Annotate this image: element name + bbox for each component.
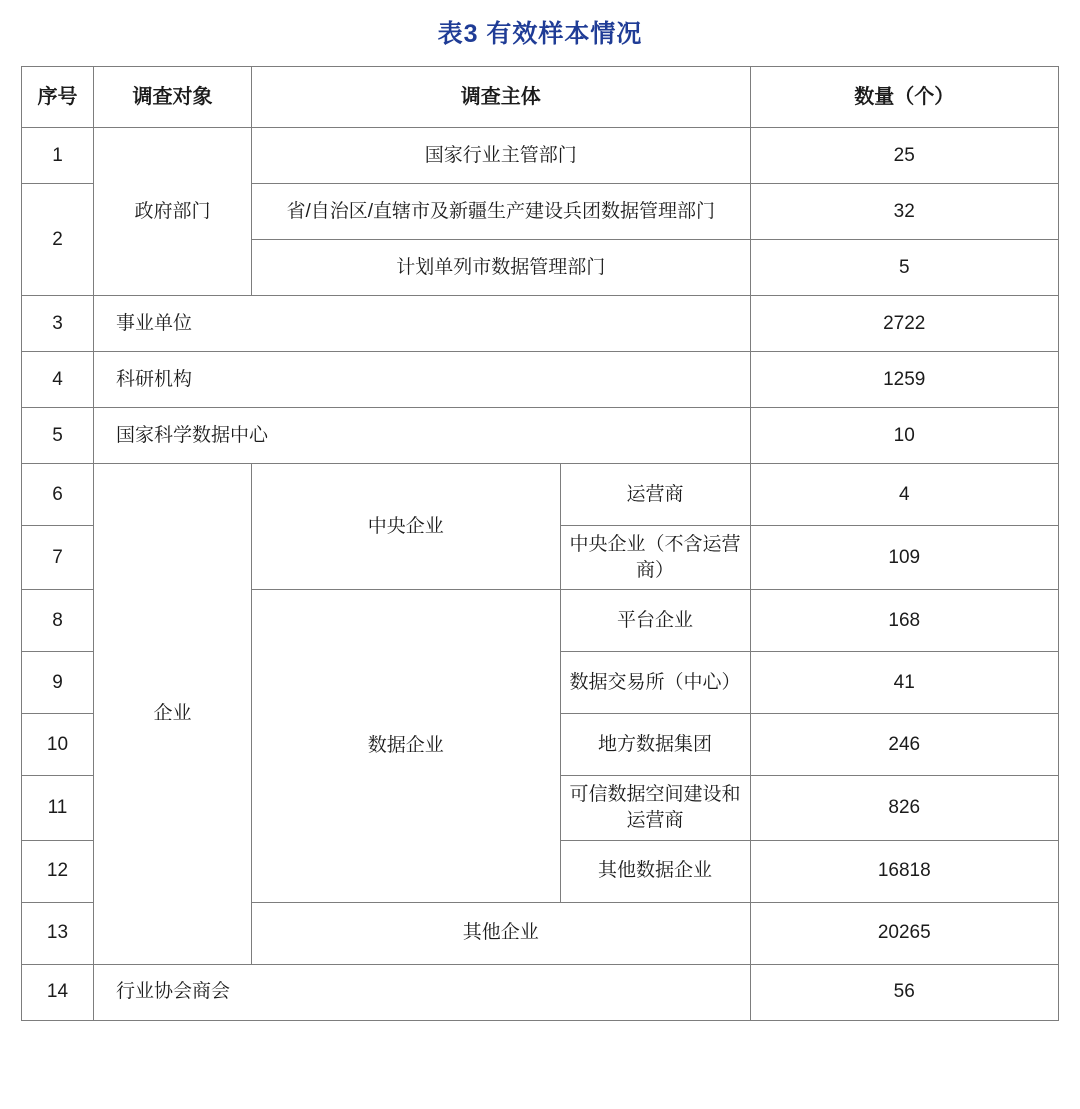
header-subject: 调查主体	[252, 67, 751, 128]
table-body	[22, 128, 1059, 1021]
cell-seq: 2	[22, 184, 94, 296]
cell-object-research: 科研机构	[94, 352, 751, 408]
cell-subject: 运营商	[560, 464, 750, 526]
cell-subject-group-data: 数据企业	[252, 590, 561, 902]
cell-subject: 平台企业	[560, 590, 750, 652]
cell-seq: 12	[22, 840, 94, 902]
cell-seq: 3	[22, 296, 94, 352]
cell-subject: 计划单列市数据管理部门	[252, 240, 751, 296]
cell-subject: 其他企业	[252, 902, 751, 964]
cell-count: 826	[750, 776, 1059, 840]
cell-seq: 4	[22, 352, 94, 408]
cell-subject: 国家行业主管部门	[252, 128, 751, 184]
table-row	[22, 408, 1059, 464]
cell-object-association: 行业协会商会	[94, 964, 751, 1020]
cell-object-government: 政府部门	[94, 128, 252, 296]
cell-seq: 1	[22, 128, 94, 184]
cell-seq: 7	[22, 526, 94, 590]
cell-count: 4	[750, 464, 1059, 526]
cell-count: 32	[750, 184, 1059, 240]
cell-seq: 9	[22, 652, 94, 714]
header-count: 数量（个）	[750, 67, 1059, 128]
cell-count: 5	[750, 240, 1059, 296]
cell-subject: 省/自治区/直辖市及新疆生产建设兵团数据管理部门	[252, 184, 751, 240]
cell-seq: 14	[22, 964, 94, 1020]
cell-count: 1259	[750, 352, 1059, 408]
cell-seq: 11	[22, 776, 94, 840]
cell-subject: 其他数据企业	[560, 840, 750, 902]
table-row	[22, 128, 1059, 184]
cell-count: 20265	[750, 902, 1059, 964]
cell-count: 246	[750, 714, 1059, 776]
cell-count: 2722	[750, 296, 1059, 352]
cell-subject: 可信数据空间建设和运营商	[560, 776, 750, 840]
cell-seq: 6	[22, 464, 94, 526]
cell-count: 41	[750, 652, 1059, 714]
cell-object-datacenter: 国家科学数据中心	[94, 408, 751, 464]
cell-count: 109	[750, 526, 1059, 590]
cell-subject: 中央企业（不含运营商）	[560, 526, 750, 590]
cell-count: 25	[750, 128, 1059, 184]
cell-seq: 5	[22, 408, 94, 464]
cell-count: 168	[750, 590, 1059, 652]
table-row	[22, 464, 1059, 526]
cell-seq: 10	[22, 714, 94, 776]
header-object: 调查对象	[94, 67, 252, 128]
table-header	[22, 67, 1059, 128]
cell-object-institution: 事业单位	[94, 296, 751, 352]
cell-seq: 8	[22, 590, 94, 652]
cell-subject: 数据交易所（中心）	[560, 652, 750, 714]
cell-object-enterprise: 企业	[94, 464, 252, 965]
page-title: 表3 有效样本情况	[437, 20, 643, 48]
table-row	[22, 352, 1059, 408]
table-row	[22, 296, 1059, 352]
cell-count: 16818	[750, 840, 1059, 902]
table-row	[22, 964, 1059, 1020]
cell-seq: 13	[22, 902, 94, 964]
table-header-row	[22, 67, 1059, 128]
cell-subject: 地方数据集团	[560, 714, 750, 776]
cell-count: 56	[750, 964, 1059, 1020]
header-seq: 序号	[22, 67, 94, 128]
sample-table	[21, 66, 1059, 1021]
cell-count: 10	[750, 408, 1059, 464]
cell-subject-group-central: 中央企业	[252, 464, 561, 590]
